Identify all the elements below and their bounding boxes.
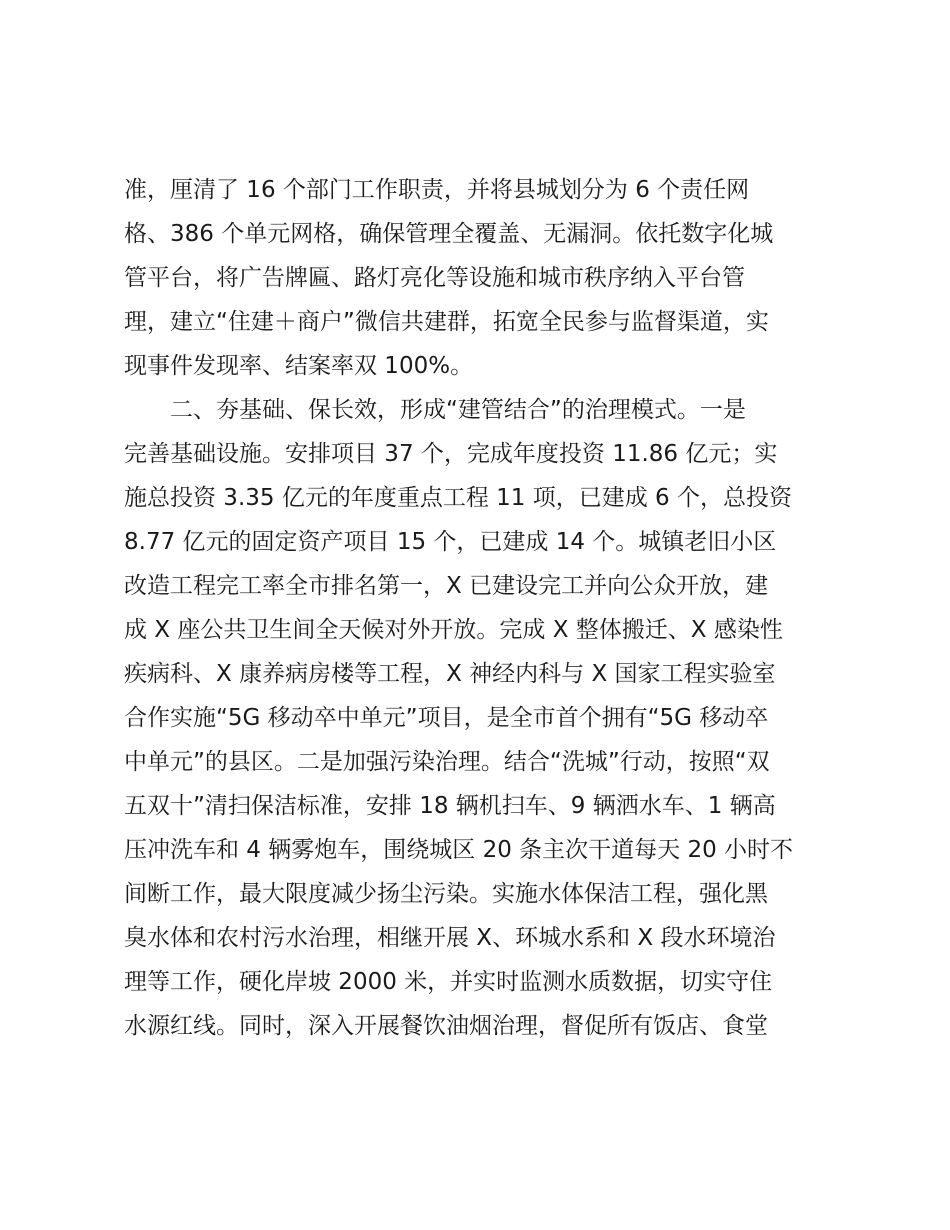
text-line: 格、386 个单元网格，确保管理全覆盖、无漏洞。依托数字化城: [124, 221, 774, 247]
text-line: 成 X 座公共卫生间全天候对外开放。完成 X 整体搬迁、X 感染性: [124, 617, 783, 643]
text-line: 臭水体和农村污水治理，相继开展 X、环城水系和 X 段水环境治: [124, 925, 776, 951]
body-text: [124, 168, 836, 1048]
text-line: 8.77 亿元的固定资产项目 15 个，已建成 14 个。城镇老旧小区: [124, 529, 777, 555]
section-heading-line: 二、夯基础、保长效，形成“建管结合”的治理模式。一是: [124, 397, 746, 423]
text-line: 中单元”的县区。二是加强污染治理。结合“洗城”行动，按照“双: [124, 749, 770, 775]
text-line: 理，建立“住建＋商户”微信共建群，拓宽全民参与监督渠道，实: [124, 309, 769, 335]
text-line: 理等工作，硬化岸坡 2000 米，并实时监测水质数据，切实守住: [124, 969, 773, 995]
text-line: 疾病科、X 康养病房楼等工程，X 神经内科与 X 国家工程实验室: [124, 661, 776, 687]
text-line: 五双十”清扫保洁标准，安排 18 辆机扫车、9 辆洒水车、1 辆高: [124, 793, 776, 819]
text-line: 现事件发现率、结案率双 100%。: [124, 353, 474, 379]
text-line: 改造工程完工率全市排名第一，X 已建设完工并向公众开放，建: [124, 573, 769, 599]
text-line: 完善基础设施。安排项目 37 个，完成年度投资 11.86 亿元；实: [124, 441, 778, 467]
text-line: 合作实施“5G 移动卒中单元”项目，是全市首个拥有“5G 移动卒: [124, 705, 769, 731]
text-line: 施总投资 3.35 亿元的年度重点工程 11 项，已建成 6 个，总投资: [124, 485, 792, 511]
text-line: 准，厘清了 16 个部门工作职责，并将县城划分为 6 个责任网: [124, 177, 750, 203]
text-line: 压冲洗车和 4 辆雾炮车，围绕城区 20 条主次干道每天 20 小时不: [124, 837, 794, 863]
text-line: 水源红线。同时，深入开展餐饮油烟治理，督促所有饭店、食堂: [124, 1013, 768, 1039]
text-line: 间断工作，最大限度减少扬尘污染。实施水体保洁工程，强化黑: [124, 881, 768, 907]
text-line: 管平台，将广告牌匾、路灯亮化等设施和城市秩序纳入平台管: [124, 265, 745, 291]
